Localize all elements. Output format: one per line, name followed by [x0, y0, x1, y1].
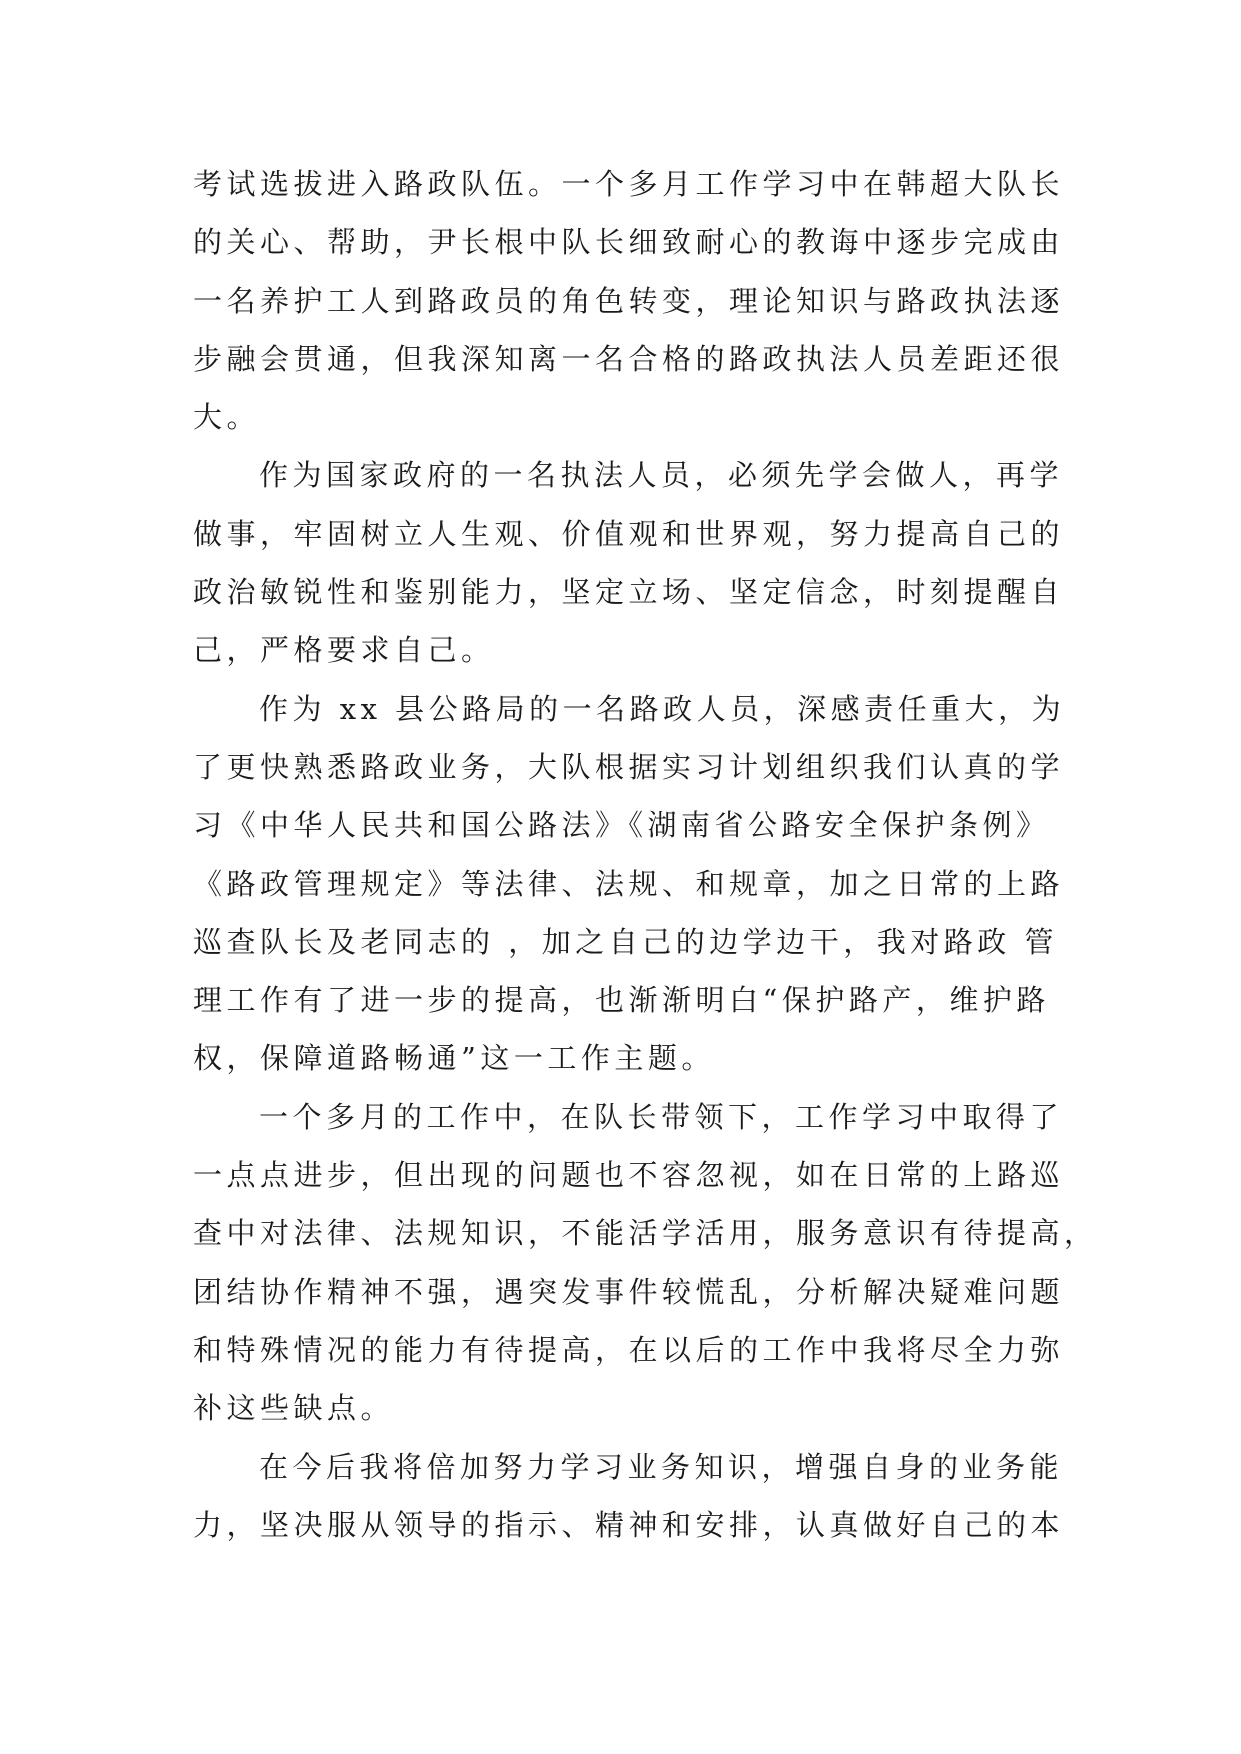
text-line: 的关心、帮助，尹长根中队长细致耐心的教诲中逐步完成由 — [193, 225, 1065, 260]
text-line: 习《中华人民共和国公路法》《湖南省公路安全保护条例》 — [193, 808, 1050, 843]
text-line: 考试选拔进入路政队伍。一个多月工作学习中在韩超大队长 — [193, 167, 1065, 201]
text-line: 巡查队长及老同志的 ，加之自己的边学边干，我对路政 管 — [193, 924, 1058, 959]
text-line: 了更快熟悉路政业务，大队根据实习计划组织我们认真的学 — [193, 749, 1065, 784]
paragraph-first-line: 一个多月的工作中，在队长带领下，工作学习中取得了 — [259, 1099, 1064, 1134]
text-line: 力，坚决服从领导的指示、精神和安排，认真做好自己的本 — [193, 1507, 1065, 1542]
text-line: 大。 — [193, 400, 261, 435]
text-line: 一名养护工人到路政员的角色转变，理论知识与路政执法逐 — [193, 283, 1065, 318]
text-line: 己，严格要求自己。 — [193, 633, 495, 668]
text-line: 《路政管理规定》等法律、法规、和规章，加之日常的上路 — [193, 866, 1065, 901]
paragraph-first-line: 在今后我将倍加努力学习业务知识，增强自身的业务能 — [259, 1449, 1064, 1484]
document-body — [193, 155, 1098, 1554]
text-line: 理工作有了进一步的提高，也渐渐明白“保护路产，维护路 — [193, 983, 1050, 1018]
text-line: 和特殊情况的能力有待提高，在以后的工作中我将尽全力弥 — [193, 1332, 1065, 1367]
text-line: 一点点进步，但出现的问题也不容忽视，如在日常的上路巡 — [193, 1158, 1065, 1193]
text-line: 团结协作精神不强，遇突发事件较慌乱，分析解决疑难问题 — [193, 1274, 1065, 1309]
paragraph-first-line: 作为国家政府的一名执法人员，必须先学会做人，再学 — [259, 458, 1064, 493]
text-line: 查中对法律、法规知识，不能活学活用，服务意识有待提高， — [193, 1216, 1098, 1251]
text-line: 政治敏锐性和鉴别能力，坚定立场、坚定信念，时刻提醒自 — [193, 575, 1065, 610]
text-line: 做事，牢固树立人生观、价值观和世界观，努力提高自己的 — [193, 516, 1065, 551]
text-line: 步融会贯通，但我深知离一名合格的路政执法人员差距还很 — [193, 341, 1065, 376]
text-line: 权，保障道路畅通”这一工作主题。 — [193, 1041, 715, 1076]
paragraph-first-line: 作为 xx 县公路局的一名路政人员，深感责任重大，为 — [259, 691, 1066, 726]
text-line: 补这些缺点。 — [193, 1391, 395, 1426]
